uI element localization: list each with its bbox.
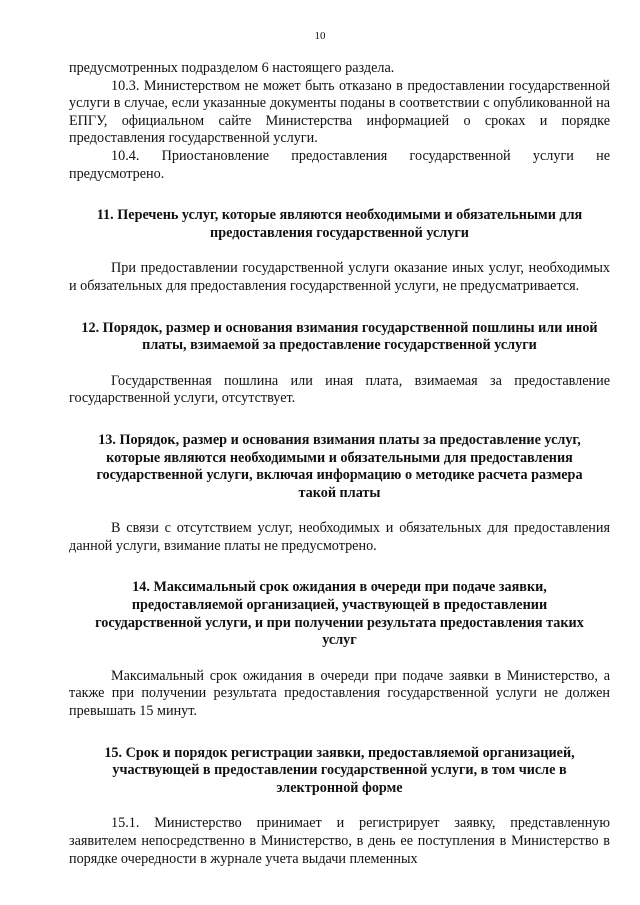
section-heading-15: 15. Срок и порядок регистрации заявки, предоставляемой организацией, участвующей в предоставлении государственной услуги, в том числе в электронной форме: [104, 744, 575, 796]
section-heading-11: 11. Перечень услуг, которые являются необходимыми и обязательными для предоставления государственной услуги: [96, 207, 583, 241]
paragraph-section-12: Государственная пошлина или иная плата, взимаемая за предоставление государственной услуги, отсутствует.: [69, 372, 610, 407]
paragraph-10-3: 10.3. Министерством не может быть отказано в предоставлении государственной услуги в случае, если указанные документы поданы в соответствии с опубликованной на ЕПГУ, официальном сайте Министерства информацией о сроках и порядке предоставления государственной услуги.: [69, 77, 610, 147]
paragraph-10-4: 10.4. Приостановление предоставления государственной услуги не предусмотрено.: [69, 147, 610, 182]
section-heading-13: 13. Порядок, размер и основания взимания платы за предоставление услуг, которые являются необходимыми и обязательными для предоставления государственной услуги, включая информацию о методике расчета размера такой платы: [96, 431, 583, 501]
paragraph-section-11: При предоставлении государственной услуги оказание иных услуг, необходимых и обязательных для предоставления государственной услуги, не предусматривается.: [69, 260, 610, 294]
paragraph-15-1: 15.1. Министерство принимает и регистрирует заявку, представленную заявителем непосредственно в Министерство, в день ее поступления в Министерство в порядке очередности в журнале учета выдачи племенных: [69, 815, 610, 867]
section-heading-12: 12. Порядок, размер и основания взимания государственной пошлины или иной платы, взимаемой за предоставление государственной услуги: [81, 319, 598, 354]
document-body: [69, 60, 610, 868]
paragraph-continuation: предусмотренных подразделом 6 настоящего раздела.: [69, 60, 395, 76]
paragraph-section-14: Максимальный срок ожидания в очереди при подаче заявки в Министерство, а также при получении результата предоставления государственной услуги не должен превышать 15 минут.: [69, 667, 610, 720]
page-number: 10: [314, 30, 326, 42]
paragraph-section-13: В связи с отсутствием услуг, необходимых и обязательных для предоставления данной услуги, взимание платы не предусмотрено.: [69, 520, 610, 554]
section-heading-14: 14. Максимальный срок ожидания в очереди при подаче заявки, предоставляемой организацией, участвующей в предоставлении государственной услуги, и при получении результата предоставления таких услуг: [95, 579, 584, 649]
